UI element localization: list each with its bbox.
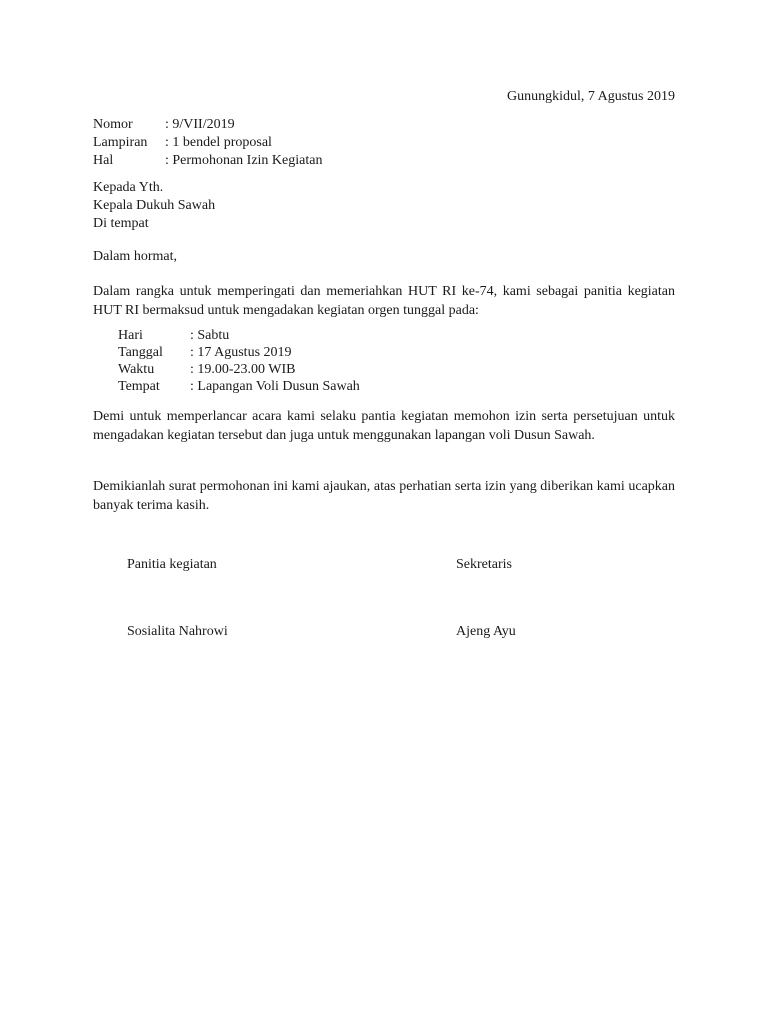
addressee-line: Di tempat bbox=[93, 216, 149, 231]
place-date: Gunungkidul, 7 Agustus 2019 bbox=[506, 89, 675, 104]
body-paragraph-2: Demi untuk memperlancar acara kami selaku pantia kegiatan memohon izin serta persetujuan untuk mengadakan kegiatan tersebut dan juga untuk menggunakan lapangan voli Dusun Sawah. bbox=[93, 409, 675, 443]
detail-value: : Sabtu bbox=[190, 328, 230, 343]
meta-label: Hal bbox=[93, 153, 114, 168]
addressee-line: Kepala Dukuh Sawah bbox=[93, 198, 216, 213]
detail-row-tempat bbox=[118, 378, 360, 395]
meta-row-hal bbox=[93, 152, 322, 170]
detail-value: : 19.00-23.00 WIB bbox=[190, 362, 296, 377]
detail-label: Tanggal bbox=[118, 345, 163, 360]
body-paragraph-3: Demikianlah surat permohonan ini kami ajaukan, atas perhatian serta izin yang diberikan kami ucapkan banyak terima kasih. bbox=[93, 479, 675, 513]
event-details bbox=[118, 327, 360, 395]
letter-meta bbox=[93, 116, 322, 170]
meta-label: Nomor bbox=[93, 117, 133, 132]
meta-value: : 9/VII/2019 bbox=[165, 117, 235, 132]
detail-label: Hari bbox=[118, 328, 143, 343]
signature-left-title: Panitia kegiatan bbox=[127, 557, 217, 572]
detail-row-tanggal bbox=[118, 344, 360, 361]
signature-left-name: Sosialita Nahrowi bbox=[127, 624, 228, 639]
signature-right-title: Sekretaris bbox=[456, 557, 512, 572]
meta-value: : 1 bendel proposal bbox=[165, 135, 272, 150]
meta-label: Lampiran bbox=[93, 135, 148, 150]
detail-label: Tempat bbox=[118, 379, 160, 394]
detail-row-hari bbox=[118, 327, 360, 344]
detail-row-waktu bbox=[118, 361, 360, 378]
detail-label: Waktu bbox=[118, 362, 155, 377]
meta-row-lampiran bbox=[93, 134, 322, 152]
addressee-block bbox=[93, 179, 215, 233]
meta-value: : Permohonan Izin Kegiatan bbox=[165, 153, 323, 168]
body-paragraph-1: Dalam rangka untuk memperingati dan memeriahkan HUT RI ke-74, kami sebagai panitia kegiatan HUT RI bermaksud untuk mengadakan kegiatan orgen tunggal pada: bbox=[93, 284, 675, 318]
detail-value: : 17 Agustus 2019 bbox=[190, 345, 292, 360]
addressee-line: Kepada Yth. bbox=[93, 180, 164, 195]
detail-value: : Lapangan Voli Dusun Sawah bbox=[190, 379, 360, 394]
salutation: Dalam hormat, bbox=[93, 249, 177, 264]
meta-row-nomor bbox=[93, 116, 322, 134]
signature-right-name: Ajeng Ayu bbox=[456, 624, 516, 639]
